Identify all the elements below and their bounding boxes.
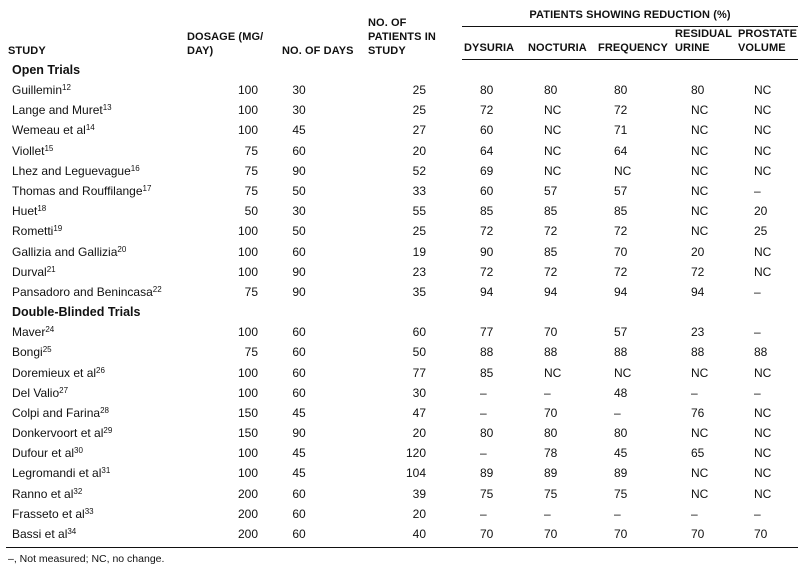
study-cell — [6, 80, 185, 100]
study-cell — [6, 342, 185, 362]
patients-cell: 60 — [412, 325, 426, 340]
days-cell: 60 — [292, 385, 306, 400]
patients-cell: 50 — [412, 345, 426, 360]
frequency-cell: 72 — [614, 103, 628, 118]
patients-cell: 35 — [412, 284, 426, 299]
frequency-cell: 70 — [614, 244, 628, 259]
study-name: Doremieux et al — [12, 365, 97, 380]
table-row — [6, 423, 798, 443]
study-name: Bongi — [12, 345, 43, 360]
study-cell — [6, 282, 185, 302]
dysuria-cell: 64 — [480, 143, 494, 158]
dosage-cell: 200 — [237, 486, 258, 501]
residual-cell: 80 — [691, 83, 705, 98]
study-name: Pansadoro and Benincasa — [12, 284, 153, 299]
prostate-cell: NC — [754, 143, 772, 158]
frequency-cell: 88 — [614, 345, 628, 360]
patients-cell: 25 — [412, 224, 426, 239]
study-name: Guillemin — [12, 83, 63, 98]
prostate-cell: – — [754, 284, 761, 299]
study-name: Frasseto et al — [12, 506, 85, 521]
table-row — [6, 181, 798, 201]
table-row — [6, 322, 798, 342]
study-cell — [6, 443, 185, 463]
table-row — [6, 80, 798, 100]
dysuria-cell: 75 — [480, 486, 494, 501]
patients-cell: 19 — [412, 244, 426, 259]
nocturia-cell: 94 — [544, 284, 558, 299]
dosage-cell: 100 — [237, 103, 258, 118]
days-cell: 30 — [292, 103, 306, 118]
dosage-cell: 100 — [237, 224, 258, 239]
days-cell: 90 — [292, 426, 306, 441]
table-row — [6, 262, 798, 282]
study-name: Maver — [12, 325, 46, 340]
table-row — [6, 221, 798, 241]
table-row — [6, 383, 798, 403]
study-cell — [6, 262, 185, 282]
patients-cell: 23 — [412, 264, 426, 279]
prostate-cell: 20 — [754, 204, 768, 219]
study-cell — [6, 161, 185, 181]
dysuria-cell: 77 — [480, 325, 494, 340]
residual-cell: 23 — [691, 325, 705, 340]
study-name: Wemeau et al — [12, 123, 86, 138]
frequency-cell: NC — [614, 365, 632, 380]
reference-number: 14 — [85, 123, 95, 133]
study-name: Thomas and Rouffilange — [12, 184, 143, 199]
study-cell — [6, 322, 185, 342]
dosage-cell: 100 — [237, 264, 258, 279]
table-row — [6, 141, 798, 161]
reference-number: 16 — [130, 163, 140, 173]
prostate-cell: NC — [754, 163, 772, 178]
reference-number: 34 — [67, 527, 77, 537]
dysuria-cell: – — [480, 405, 487, 420]
residual-cell: NC — [691, 466, 709, 481]
patients-cell: 39 — [412, 486, 426, 501]
header-dosage: DOSAGE (MG/ DAY) — [187, 30, 264, 57]
prostate-cell: – — [754, 385, 761, 400]
dysuria-cell: 80 — [480, 83, 494, 98]
dosage-cell: 200 — [237, 506, 258, 521]
study-name: Bassi et al — [12, 527, 68, 542]
nocturia-cell: 70 — [544, 405, 558, 420]
reference-number: 27 — [59, 385, 69, 395]
reference-number: 31 — [101, 466, 111, 476]
study-name: Gallizia and Gallizia — [12, 244, 118, 259]
patients-cell: 55 — [412, 204, 426, 219]
residual-cell: NC — [691, 365, 709, 380]
reference-number: 24 — [45, 325, 55, 335]
frequency-cell: 57 — [614, 325, 628, 340]
dysuria-cell: – — [480, 446, 487, 461]
nocturia-cell: 72 — [544, 264, 558, 279]
frequency-cell: 72 — [614, 224, 628, 239]
table-header — [6, 2, 798, 60]
days-cell: 60 — [292, 244, 306, 259]
results-table — [6, 2, 798, 548]
reference-number: 19 — [53, 224, 63, 234]
frequency-cell: 72 — [614, 264, 628, 279]
residual-cell: NC — [691, 486, 709, 501]
nocturia-cell: NC — [544, 103, 562, 118]
days-cell: 90 — [292, 284, 306, 299]
nocturia-cell: – — [544, 385, 551, 400]
days-cell: 30 — [292, 204, 306, 219]
patients-cell: 52 — [412, 163, 426, 178]
days-cell: 60 — [292, 143, 306, 158]
study-cell — [6, 403, 185, 423]
nocturia-cell: 78 — [544, 446, 558, 461]
prostate-cell: – — [754, 184, 761, 199]
reference-number: 21 — [46, 264, 56, 274]
days-cell: 90 — [292, 264, 306, 279]
patients-cell: 20 — [412, 143, 426, 158]
nocturia-cell: 70 — [544, 325, 558, 340]
prostate-cell: NC — [754, 405, 772, 420]
residual-cell: 20 — [691, 244, 705, 259]
prostate-cell: NC — [754, 466, 772, 481]
patients-cell: 27 — [412, 123, 426, 138]
table-row — [6, 282, 798, 302]
study-name: Huet — [12, 204, 38, 219]
prostate-cell: NC — [754, 83, 772, 98]
days-cell: 60 — [292, 506, 306, 521]
residual-cell: 88 — [691, 345, 705, 360]
table-row — [6, 201, 798, 221]
header-dysuria: DYSURIA — [462, 27, 526, 60]
table-row — [6, 362, 798, 382]
prostate-cell: 70 — [736, 524, 798, 548]
dosage-cell: 100 — [237, 83, 258, 98]
study-name: Durval — [12, 264, 47, 279]
prostate-cell: NC — [754, 446, 772, 461]
nocturia-cell: 88 — [544, 345, 558, 360]
nocturia-cell: 72 — [544, 224, 558, 239]
study-name: Rometti — [12, 224, 54, 239]
section-title: Open Trials — [12, 63, 81, 77]
dosage-cell: 100 — [237, 244, 258, 259]
dysuria-cell: – — [480, 506, 487, 521]
study-name: Dufour et al — [12, 446, 75, 461]
table-row — [6, 504, 798, 524]
footnote: –, Not measured; NC, no change. — [8, 553, 165, 565]
days-cell: 45 — [292, 446, 306, 461]
nocturia-cell: 57 — [544, 184, 558, 199]
study-cell — [6, 242, 185, 262]
study-cell — [6, 362, 185, 382]
nocturia-cell: 80 — [544, 83, 558, 98]
frequency-cell: – — [614, 506, 621, 521]
nocturia-cell: 80 — [544, 426, 558, 441]
days-cell: 45 — [292, 466, 306, 481]
reference-number: 12 — [62, 83, 71, 93]
study-cell — [6, 423, 185, 443]
residual-cell: 94 — [691, 284, 705, 299]
nocturia-cell: NC — [544, 163, 562, 178]
patients-cell: 25 — [412, 83, 426, 98]
patients-cell: 33 — [412, 184, 426, 199]
patients-cell: 104 — [405, 466, 426, 481]
table-row — [6, 120, 798, 140]
frequency-cell: 70 — [596, 524, 673, 548]
dysuria-cell: 80 — [480, 426, 494, 441]
residual-cell: NC — [691, 224, 709, 239]
header-nocturia: NOCTURIA — [526, 27, 596, 60]
study-cell — [6, 383, 185, 403]
study-cell — [6, 201, 185, 221]
dysuria-cell: 72 — [480, 264, 494, 279]
days-cell: 60 — [280, 524, 366, 548]
study-cell — [6, 181, 185, 201]
nocturia-cell: 70 — [526, 524, 596, 548]
prostate-cell: 25 — [754, 224, 768, 239]
residual-cell: – — [691, 385, 698, 400]
dosage-cell: 100 — [237, 365, 258, 380]
residual-cell: NC — [691, 184, 709, 199]
patients-cell: 120 — [405, 446, 426, 461]
dysuria-cell: 70 — [462, 524, 526, 548]
nocturia-cell: – — [544, 506, 551, 521]
days-cell: 60 — [292, 325, 306, 340]
nocturia-cell: NC — [544, 365, 562, 380]
days-cell: 50 — [292, 224, 306, 239]
dosage-cell: 100 — [237, 466, 258, 481]
prostate-cell: NC — [754, 103, 772, 118]
table-row — [6, 463, 798, 483]
study-name: Ranno et al — [12, 486, 74, 501]
dysuria-cell: 85 — [480, 365, 494, 380]
header-study: STUDY — [8, 44, 46, 57]
reference-number: 15 — [44, 143, 54, 153]
patients-cell: 47 — [412, 405, 426, 420]
dysuria-cell: 90 — [480, 244, 494, 259]
dysuria-cell: 94 — [480, 284, 494, 299]
prostate-cell: NC — [754, 426, 772, 441]
residual-cell: NC — [691, 204, 709, 219]
patients-cell: 20 — [412, 506, 426, 521]
header-days: NO. OF DAYS — [282, 44, 354, 57]
study-cell — [6, 463, 185, 483]
reference-number: 20 — [117, 244, 127, 254]
residual-cell: NC — [691, 143, 709, 158]
prostate-cell: NC — [754, 365, 772, 380]
days-cell: 60 — [292, 345, 306, 360]
frequency-cell: 48 — [614, 385, 628, 400]
days-cell: 30 — [292, 83, 306, 98]
study-cell — [6, 141, 185, 161]
nocturia-cell: 75 — [544, 486, 558, 501]
dosage-cell: 75 — [244, 184, 258, 199]
header-reduction-group: PATIENTS SHOWING REDUCTION (%) — [462, 2, 798, 27]
table-row — [6, 443, 798, 463]
prostate-cell: NC — [754, 264, 772, 279]
days-cell: 60 — [292, 365, 306, 380]
table-row — [6, 242, 798, 262]
frequency-cell: 64 — [614, 143, 628, 158]
days-cell: 90 — [292, 163, 306, 178]
dysuria-cell: 60 — [480, 123, 494, 138]
frequency-cell: 71 — [614, 123, 628, 138]
reference-number: 13 — [102, 103, 112, 113]
study-name: Legromandi et al — [12, 466, 102, 481]
prostate-cell: NC — [754, 244, 772, 259]
frequency-cell: – — [614, 405, 621, 420]
reference-number: 22 — [152, 284, 162, 294]
days-cell: 60 — [292, 486, 306, 501]
dosage-cell: 75 — [244, 143, 258, 158]
patients-cell: 20 — [412, 426, 426, 441]
study-cell — [6, 484, 185, 504]
reference-number: 17 — [142, 184, 152, 194]
residual-cell: NC — [691, 163, 709, 178]
dysuria-cell: 69 — [480, 163, 494, 178]
reference-number: 26 — [96, 365, 105, 375]
dosage-cell: 100 — [237, 325, 258, 340]
frequency-cell: 89 — [614, 466, 628, 481]
reference-number: 30 — [74, 446, 83, 456]
dysuria-cell: 89 — [480, 466, 494, 481]
table-row — [6, 342, 798, 362]
prostate-cell: – — [754, 506, 761, 521]
reference-number: 25 — [42, 345, 52, 355]
frequency-cell: 94 — [614, 284, 628, 299]
dysuria-cell: – — [480, 385, 487, 400]
prostate-cell: – — [754, 325, 761, 340]
residual-cell: NC — [691, 123, 709, 138]
study-name: Del Valio — [12, 385, 60, 400]
study-cell — [6, 504, 185, 524]
dosage-cell: 150 — [237, 405, 258, 420]
residual-cell: 70 — [673, 524, 736, 548]
section-heading-row — [6, 60, 798, 81]
frequency-cell: 57 — [614, 184, 628, 199]
dosage-cell: 75 — [244, 163, 258, 178]
frequency-cell: 75 — [614, 486, 628, 501]
table-row — [6, 161, 798, 181]
residual-cell: NC — [691, 426, 709, 441]
dosage-cell: 100 — [237, 385, 258, 400]
dysuria-cell: 85 — [480, 204, 494, 219]
days-cell: 50 — [292, 184, 306, 199]
reference-number: 33 — [84, 506, 94, 516]
table-row — [6, 403, 798, 423]
patients-cell: 77 — [412, 365, 426, 380]
frequency-cell: 85 — [614, 204, 628, 219]
study-cell — [6, 100, 185, 120]
reference-number: 32 — [73, 486, 83, 496]
nocturia-cell: 89 — [544, 466, 558, 481]
dysuria-cell: 60 — [480, 184, 494, 199]
study-cell — [6, 524, 185, 548]
study-name: Colpi and Farina — [12, 405, 101, 420]
nocturia-cell: NC — [544, 123, 562, 138]
dosage-cell: 75 — [244, 284, 258, 299]
header-residual: RESIDUAL URINE — [673, 27, 736, 60]
frequency-cell: 80 — [614, 83, 628, 98]
prostate-cell: NC — [754, 486, 772, 501]
nocturia-cell: NC — [544, 143, 562, 158]
section-heading-row — [6, 302, 798, 322]
nocturia-cell: 85 — [544, 204, 558, 219]
dysuria-cell: 72 — [480, 224, 494, 239]
prostate-cell: NC — [754, 123, 772, 138]
frequency-cell: 80 — [614, 426, 628, 441]
patients-cell: 25 — [412, 103, 426, 118]
study-name: Donkervoort et al — [12, 426, 104, 441]
dosage-cell: 150 — [237, 426, 258, 441]
study-cell — [6, 120, 185, 140]
patients-cell: 40 — [366, 524, 462, 548]
header-frequency: FREQUENCY — [596, 27, 673, 60]
residual-cell: 72 — [691, 264, 705, 279]
dosage-cell: 200 — [185, 524, 280, 548]
reference-number: 28 — [100, 405, 109, 415]
frequency-cell: NC — [614, 163, 632, 178]
residual-cell: 65 — [691, 446, 705, 461]
residual-cell: – — [691, 506, 698, 521]
study-name: Lange and Muret — [12, 103, 103, 118]
residual-cell: 76 — [691, 405, 705, 420]
section-title: Double-Blinded Trials — [12, 305, 141, 320]
study-cell — [6, 221, 185, 241]
days-cell: 45 — [292, 405, 306, 420]
table-row — [6, 524, 798, 548]
header-prostate: PROSTATE VOLUME — [736, 27, 798, 60]
residual-cell: NC — [691, 103, 709, 118]
frequency-cell: 45 — [614, 446, 628, 461]
dysuria-cell: 88 — [480, 345, 494, 360]
reference-number: 18 — [37, 204, 47, 214]
patients-cell: 30 — [412, 385, 426, 400]
table-row — [6, 100, 798, 120]
reference-number: 29 — [103, 426, 113, 436]
dysuria-cell: 72 — [480, 103, 494, 118]
dosage-cell: 75 — [244, 345, 258, 360]
study-name: Viollet — [12, 143, 45, 158]
dosage-cell: 100 — [237, 446, 258, 461]
nocturia-cell: 85 — [544, 244, 558, 259]
table-row — [6, 484, 798, 504]
prostate-cell: 88 — [754, 345, 768, 360]
dosage-cell: 50 — [244, 204, 258, 219]
days-cell: 45 — [292, 123, 306, 138]
dosage-cell: 100 — [237, 123, 258, 138]
header-patients: NO. OF PATIENTS IN STUDY — [368, 16, 436, 57]
study-name: Lhez and Leguevague — [12, 163, 131, 178]
table-body — [6, 60, 798, 548]
